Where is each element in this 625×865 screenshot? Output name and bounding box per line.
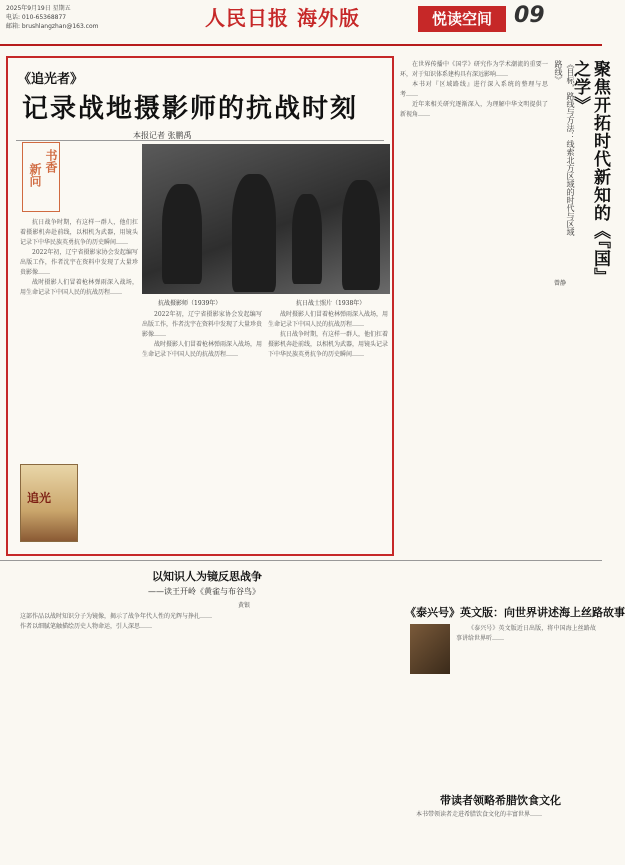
lead-divider — [16, 140, 384, 141]
lead-byline: 本报记者 张鹏禹 — [133, 131, 192, 140]
bottom-left-author: 黄银 — [238, 602, 251, 609]
bottom-left-title[interactable]: 以知识人为镜反思战争 — [152, 570, 262, 583]
bottom-left-subtitle: ——读王开岭《黄雀与布谷鸟》 — [148, 587, 260, 596]
right-author: 曾静 — [554, 280, 567, 287]
book-cover-title: 追光 — [27, 491, 52, 505]
right-paragraph: 在世界传播中《国学》研究作为学术潮流的重要一环，对于知识体系建构具有深远影响…… — [400, 61, 548, 78]
header-info — [6, 4, 99, 31]
book-cover-image — [20, 464, 78, 542]
newspaper-logo: 人民日报 海外版 — [205, 6, 360, 30]
right-vertical-title[interactable]: 聚焦开拓时代新知的《『国』之学》 — [570, 60, 610, 286]
bottom-right-title-2[interactable]: 带读者领略希腊饮食文化 — [440, 794, 561, 807]
right-paragraph: 本书对『区域路线』进行深入系统的整理与思考…… — [400, 81, 548, 98]
bottom-right-title-1[interactable]: 《泰兴号》英文版：向世界讲述海上丝路故事 — [405, 606, 625, 619]
badge-text-1: 书香 — [44, 149, 58, 173]
contact-phone: 电话: 010-65368877 — [6, 14, 67, 21]
page-header — [0, 0, 602, 46]
section-divider — [0, 560, 602, 561]
edition-badge: 悦读空间 — [418, 6, 506, 32]
page-number: 09 — [514, 3, 545, 28]
lead-photo — [142, 144, 390, 294]
bottom-right-text-1 — [456, 624, 596, 784]
photo-caption-2: 抗日战士照片（1938年） — [296, 300, 366, 307]
lead-column-3 — [268, 310, 388, 550]
right-column-text — [400, 60, 548, 540]
photo-caption-1: 抗战摄影师（1939年） — [158, 300, 222, 307]
book-badge — [22, 142, 60, 212]
contact-email: 邮箱: brushlangzhan@163.com — [6, 23, 99, 30]
bottom-left-text — [8, 612, 396, 852]
lead-column-2 — [142, 310, 262, 550]
lead-paragraph: 2022年初，辽宁省摄影家协会发起编写出版工作，作者沈宇在资料中发现了大量珍贵影像…… — [20, 249, 138, 276]
right-feature[interactable] — [400, 56, 610, 556]
lead-paragraph: 战时摄影人们冒着枪林弹雨深入战场，用生命记录下中国人民的抗战历程…… — [268, 311, 389, 328]
lead-paragraph: 抗日战争时期，有这样一群人，他们扛着摄影机奔赴前线，以相机为武器，用镜头记录下中华民族英勇抗争的历史瞬间…… — [20, 219, 138, 246]
lead-paragraph: 战时摄影人们冒着枪林弹雨深入战场，用生命记录下中国人民的抗战历程…… — [20, 279, 138, 296]
book-thumbnail — [410, 624, 450, 674]
lead-column-1 — [20, 218, 138, 458]
right-vertical-kicker: 《目标，路线与方法：线索北方区域的时代与区域路线》 — [554, 60, 575, 236]
lead-paragraph: 2022年初，辽宁省摄影家协会发起编写出版工作，作者沈宇在资料中发现了大量珍贵影像…… — [142, 311, 263, 338]
bottom-paragraph: 这部作品以战时知识分子为镜像，揭示了战争年代人性的光辉与挣扎…… — [20, 613, 213, 620]
date-line: 2025年9月19日 星期五 — [6, 5, 71, 12]
lead-kicker: 《追光者》 — [18, 72, 84, 87]
lead-title[interactable]: 记录战地摄影师的抗战时刻 — [22, 94, 359, 124]
lead-paragraph: 战时摄影人们冒着枪林弹雨深入战场，用生命记录下中国人民的抗战历程…… — [142, 341, 263, 358]
lead-article[interactable] — [6, 56, 394, 556]
right-paragraph: 近年来相关研究逐渐深入，为理解中华文明提供了新视角…… — [400, 101, 548, 118]
bottom-paragraph: 作者以细腻笔触描绘历史人物命运，引人深思…… — [20, 623, 153, 630]
badge-text-2: 新问 — [28, 163, 42, 187]
lead-paragraph: 抗日战争时期，有这样一群人，他们扛着摄影机奔赴前线，以相机为武器，用镜头记录下中华民族英勇抗争的历史瞬间…… — [268, 331, 389, 358]
bottom-right-text-2 — [404, 810, 596, 860]
bottom-paragraph: 《泰兴号》英文版近日出版，将中国海上丝路故事讲给世界听…… — [456, 625, 596, 642]
bottom-paragraph: 本书带领读者走进希腊饮食文化的丰富世界…… — [416, 811, 543, 818]
